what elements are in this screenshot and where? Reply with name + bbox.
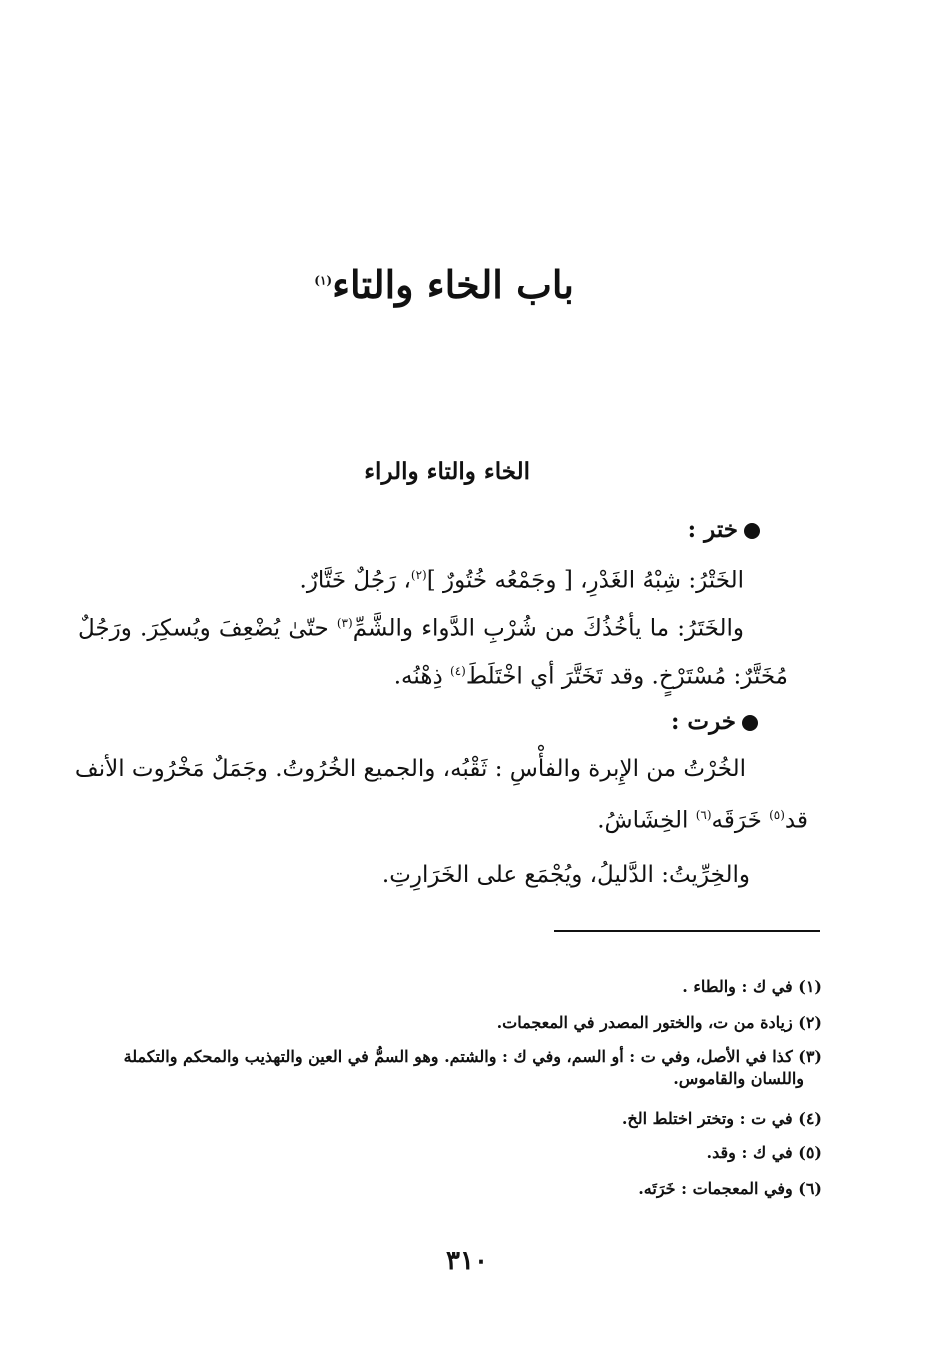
entry-headword [671,708,758,735]
entry-line-text: مُخَتَّرٌ: مُسْتَرْخٍ. وقد تَخَتَّرَ أي اخْتَلَطَ [465,663,788,690]
entry-headword-text: ختر : [687,516,738,543]
chapter-title [314,262,574,307]
entry-line: الخُرْتُ من الإِبرة والفأْسِ : ثَقْبُه، والجميع الخُرُوتُ. وجَمَلٌ مَخْرُوت الأنف [74,756,746,782]
footnote-ref: (٣) [336,616,353,630]
entry-line: والخِرِّيتُ: الدَّليلُ، ويُجْمَع على الخَرَارِتِ. [381,862,750,888]
chapter-title-footnote-ref: (١) [314,273,333,288]
bullet-icon [742,715,758,731]
footnote: (٤) في ت : وتختر اختلط الخ. [621,1109,822,1128]
entry-headword [688,516,760,543]
entry-line-text-end: الخِشَاشُ. [597,807,696,834]
entry-line [78,608,744,644]
entry-line [394,656,788,692]
entry-line-text: والخَتَرُ: ما يأخُذُكَ من شُرْبِ الدَّواء والشَّمِّ [352,615,744,642]
footnote: (١) في ك : والطاء . [682,977,822,996]
entry-line-text: قد [784,807,808,834]
footnote-ref: (٦) [695,808,712,822]
page-number: ٣١٠ [446,1246,488,1276]
section-heading: الخاء والتاء والراء [364,458,530,485]
footnote: (٥) في ك : وقد. [706,1143,822,1162]
footnote-ref: (٥) [769,808,785,822]
entry-line [300,560,744,596]
chapter-title-text: باب الخاء والتاء [332,262,574,307]
entry-line-text-cont: ذِهْنُه. [393,663,450,690]
entry-line-text: الخَتْرُ: شِبْهُ الغَدْرِ، [ وجَمْعُه خُتُورٌ ] [426,567,744,594]
entry-headword-text: خرت : [670,708,736,735]
footnote-divider [554,930,820,932]
entry-line [597,800,808,836]
footnote-ref: (٤) [450,664,466,678]
footnote-continuation: واللسان والقاموس. [673,1069,804,1088]
bullet-icon [744,523,760,539]
footnote: (٢) زيادة من ت، والختور المصدر في المعجمات. [496,1013,822,1032]
footnote-text: (٣) كذا في الأصل، وفي ت : أو السم، وفي ك : والشتم. وهو السمُّ في العين والتهذيب والمحكم والتكملة [123,1047,822,1066]
entry-line-text-cont: حتّىٰ يُضْعِفَ ويُسكِرَ. ورَجُلٌ [78,615,337,642]
entry-line-text-cont: خَرَقَه [711,807,770,834]
footnote [92,1046,822,1090]
footnote-ref: (٢) [410,568,427,582]
footnote: (٦) وفي المعجمات : خَرَتَه. [638,1179,822,1198]
entry-line-text-cont: ، رَجُلٌ خَتَّارٌ. [299,567,411,594]
